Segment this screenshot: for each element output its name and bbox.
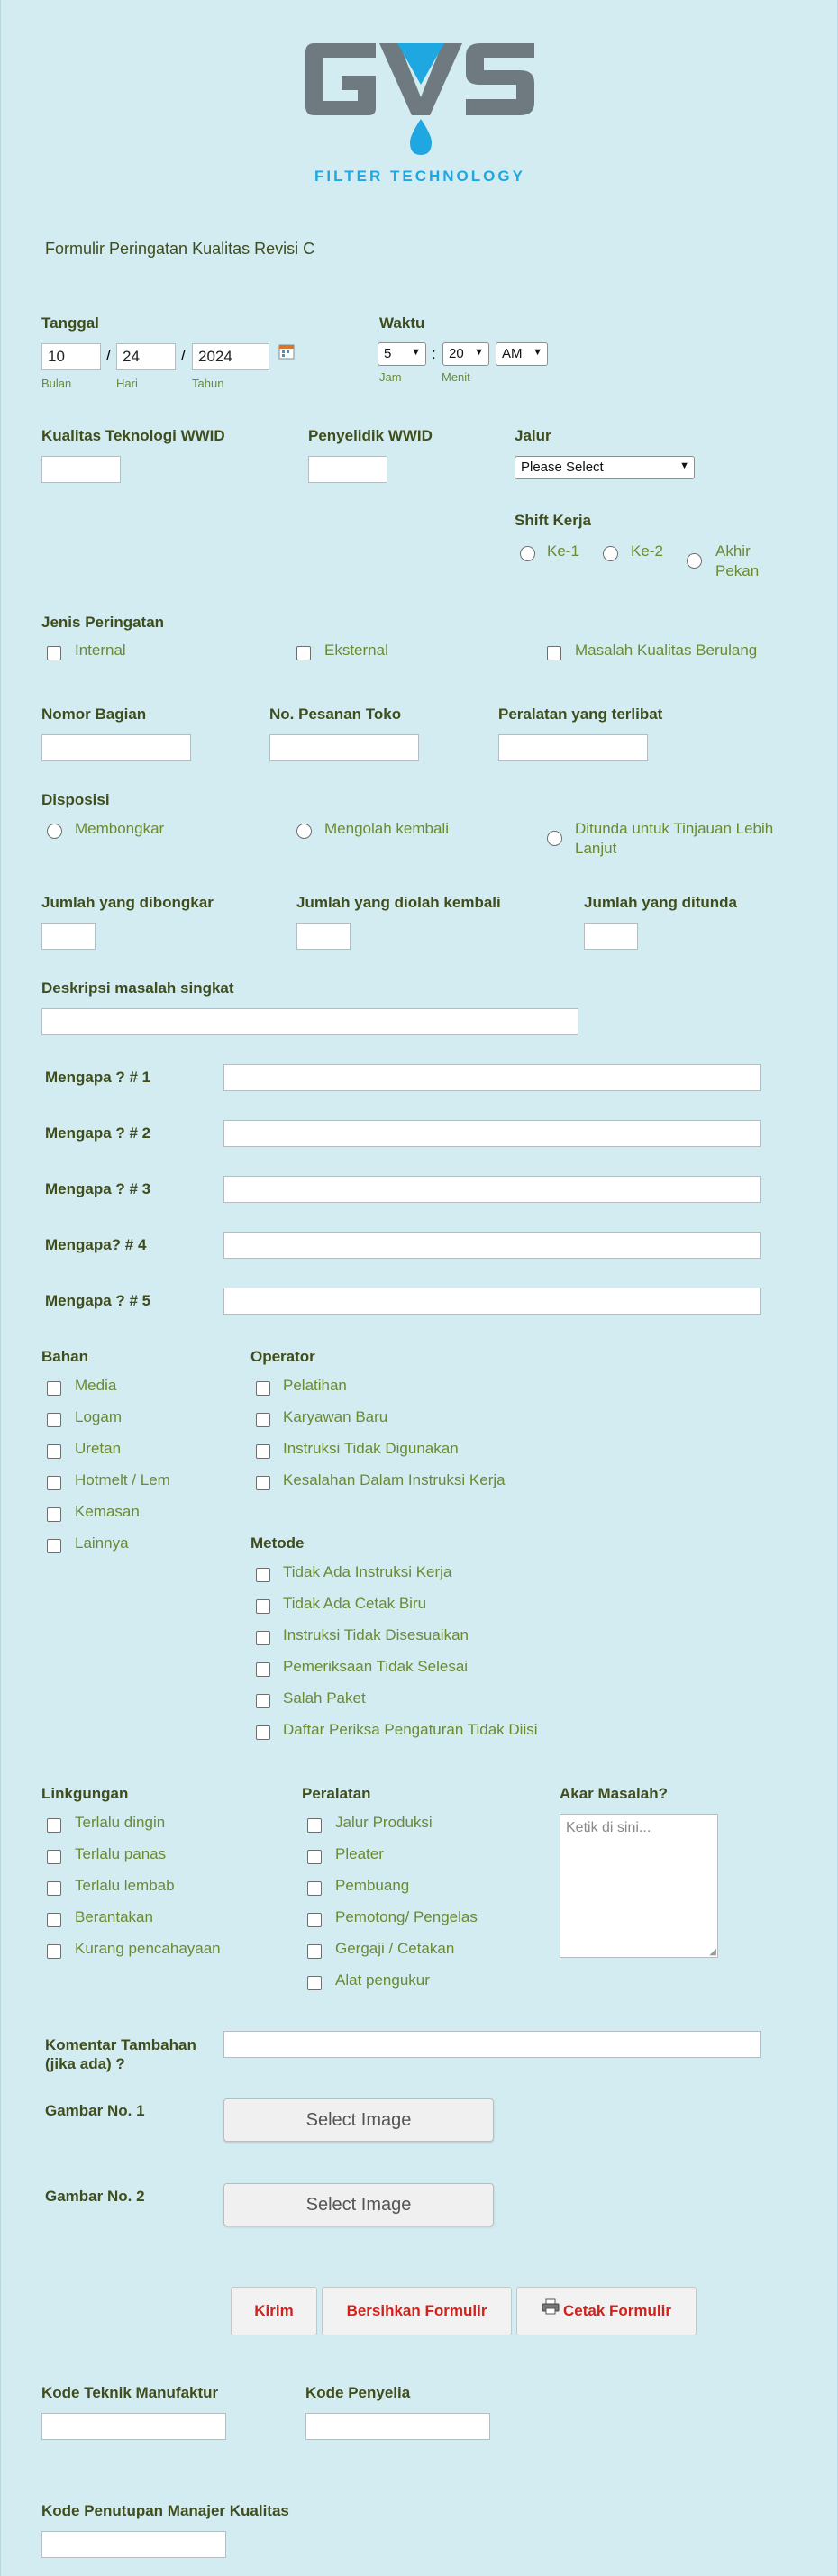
- description-input[interactable]: [41, 1008, 578, 1035]
- environment-option: Terlalu dingin: [75, 1814, 166, 1831]
- equipment-option: Gergaji / Cetakan: [335, 1940, 455, 1957]
- method-checkbox[interactable]: [256, 1694, 270, 1708]
- material-checkbox[interactable]: [47, 1413, 61, 1427]
- time-minute-sub: Menit: [442, 370, 470, 384]
- equipment-involved-label: Peralatan yang terlibat: [498, 705, 663, 723]
- material-label: Bahan: [41, 1348, 88, 1365]
- line-label: Jalur: [515, 427, 551, 444]
- root-cause-textarea[interactable]: [560, 1814, 718, 1958]
- date-separator-1: /: [106, 347, 111, 364]
- why-4-label: Mengapa? # 4: [45, 1236, 147, 1253]
- shift-radio-weekend[interactable]: [687, 553, 702, 569]
- print-form-label: Cetak Formulir: [563, 2302, 671, 2319]
- disposition-scrap-label: Membongkar: [75, 820, 165, 837]
- disposition-rework-label: Mengolah kembali: [324, 820, 449, 837]
- date-label: Tanggal: [41, 314, 99, 332]
- equipment-option: Alat pengukur: [335, 1971, 430, 1989]
- alert-external-label: Eksternal: [324, 642, 388, 659]
- description-label: Deskripsi masalah singkat: [41, 979, 234, 997]
- material-option: Lainnya: [75, 1534, 129, 1552]
- why-5-label: Mengapa ? # 5: [45, 1292, 151, 1309]
- supervisor-code-label: Kode Penyelia: [305, 2384, 411, 2401]
- operator-checkbox[interactable]: [256, 1381, 270, 1396]
- equipment-checkbox[interactable]: [307, 1850, 322, 1864]
- line-value: Please Select: [521, 460, 604, 475]
- logo-tagline: FILTER TECHNOLOGY: [314, 168, 525, 185]
- operator-checkbox[interactable]: [256, 1476, 270, 1490]
- equipment-option: Pemotong/ Pengelas: [335, 1908, 478, 1925]
- why-2-label: Mengapa ? # 2: [45, 1124, 151, 1142]
- qty-reworked-input[interactable]: [296, 923, 351, 950]
- page-title: Formulir Peringatan Kualitas Revisi C: [45, 240, 315, 258]
- select-image-1-button[interactable]: Select Image: [223, 2098, 494, 2142]
- method-checkbox[interactable]: [256, 1662, 270, 1677]
- environment-checkbox[interactable]: [47, 1850, 61, 1864]
- material-checkbox[interactable]: [47, 1507, 61, 1522]
- part-number-label: Nomor Bagian: [41, 705, 147, 723]
- environment-option: Berantakan: [75, 1908, 153, 1925]
- root-cause-label: Akar Masalah?: [560, 1785, 668, 1802]
- hour-value: 5: [384, 346, 392, 361]
- qt-wwid-input[interactable]: [41, 456, 121, 483]
- why-2-input[interactable]: [223, 1120, 761, 1147]
- chevron-down-icon: ▼: [533, 347, 542, 358]
- environment-checkbox[interactable]: [47, 1913, 61, 1927]
- comments-label: Komentar Tambahan (jika ada) ?: [45, 2036, 196, 2072]
- resize-handle-icon[interactable]: ◢: [709, 1947, 716, 1957]
- chevron-down-icon: ▼: [411, 347, 421, 358]
- operator-label: Operator: [250, 1348, 315, 1365]
- why-1-label: Mengapa ? # 1: [45, 1069, 151, 1086]
- calendar-icon[interactable]: [278, 343, 295, 360]
- disposition-radio-scrap[interactable]: [47, 824, 62, 839]
- material-option: Uretan: [75, 1440, 122, 1457]
- mfg-engineering-code-label: Kode Teknik Manufaktur: [41, 2384, 219, 2401]
- time-hour-sub: Jam: [379, 370, 402, 384]
- shift-option-2: Ke-2: [631, 542, 663, 560]
- comments-input[interactable]: [223, 2031, 761, 2058]
- image-1-label: Gambar No. 1: [45, 2102, 145, 2119]
- minute-value: 20: [449, 346, 464, 361]
- disposition-radio-rework[interactable]: [296, 824, 312, 839]
- equipment-option: Jalur Produksi: [335, 1814, 433, 1831]
- equipment-checkbox[interactable]: [307, 1944, 322, 1959]
- ampm-select[interactable]: [496, 342, 548, 366]
- alert-recurring-checkbox[interactable]: [547, 646, 561, 660]
- clear-form-button[interactable]: Bersihkan Formulir: [322, 2287, 512, 2335]
- method-option: Daftar Periksa Pengaturan Tidak Diisi: [283, 1721, 538, 1738]
- hour-select[interactable]: [378, 342, 426, 366]
- qty-reworked-label: Jumlah yang diolah kembali: [296, 894, 501, 911]
- equipment-checkbox[interactable]: [307, 1913, 322, 1927]
- method-checkbox[interactable]: [256, 1599, 270, 1614]
- material-checkbox[interactable]: [47, 1539, 61, 1553]
- equipment-option: Pembuang: [335, 1877, 410, 1894]
- material-option: Hotmelt / Lem: [75, 1471, 170, 1488]
- method-option: Pemeriksaan Tidak Selesai: [283, 1658, 469, 1675]
- material-option: Media: [75, 1377, 117, 1394]
- method-option: Tidak Ada Cetak Biru: [283, 1595, 427, 1612]
- equipment-label: Peralatan: [302, 1785, 371, 1802]
- method-checkbox[interactable]: [256, 1725, 270, 1740]
- time-separator: :: [432, 345, 436, 362]
- qt-wwid-label: Kualitas Teknologi WWID: [41, 427, 225, 444]
- alert-internal-checkbox[interactable]: [47, 646, 61, 660]
- shift-label: Shift Kerja: [515, 512, 592, 529]
- why-3-input[interactable]: [223, 1176, 761, 1203]
- date-month-sub: Bulan: [41, 377, 72, 390]
- equipment-checkbox[interactable]: [307, 1976, 322, 1990]
- print-form-button[interactable]: [516, 2287, 697, 2335]
- equipment-checkbox[interactable]: [307, 1818, 322, 1833]
- environment-checkbox[interactable]: [47, 1818, 61, 1833]
- chevron-down-icon: ▼: [679, 460, 689, 471]
- qty-held-label: Jumlah yang ditunda: [584, 894, 738, 911]
- why-1-input[interactable]: [223, 1064, 761, 1091]
- qty-scrapped-label: Jumlah yang dibongkar: [41, 894, 214, 911]
- company-logo: [304, 40, 536, 193]
- shift-option-3: Akhir Pekan: [715, 542, 760, 579]
- disposition-label: Disposisi: [41, 791, 110, 808]
- alert-external-checkbox[interactable]: [296, 646, 311, 660]
- select-image-2-button[interactable]: Select Image: [223, 2183, 494, 2226]
- operator-checkbox[interactable]: [256, 1444, 270, 1459]
- equipment-option: Pleater: [335, 1845, 384, 1862]
- method-option: Instruksi Tidak Disesuaikan: [283, 1626, 469, 1643]
- minute-select[interactable]: [442, 342, 489, 366]
- environment-label: Linkgungan: [41, 1785, 129, 1802]
- investigator-wwid-input[interactable]: [308, 456, 387, 483]
- supervisor-code-input[interactable]: [305, 2413, 490, 2440]
- chevron-down-icon: ▼: [474, 347, 484, 358]
- time-label: Waktu: [379, 314, 425, 332]
- printer-icon: [542, 2287, 560, 2334]
- date-separator-2: /: [181, 347, 186, 364]
- qty-held-input[interactable]: [584, 923, 638, 950]
- method-option: Tidak Ada Instruksi Kerja: [283, 1563, 452, 1580]
- material-option: Kemasan: [75, 1503, 140, 1520]
- date-year-sub: Tahun: [192, 377, 224, 390]
- material-option: Logam: [75, 1408, 122, 1425]
- shop-order-input[interactable]: [269, 734, 419, 761]
- material-checkbox[interactable]: [47, 1381, 61, 1396]
- alert-internal-label: Internal: [75, 642, 126, 659]
- date-month-input[interactable]: 10: [41, 343, 101, 370]
- disposition-hold-label: Ditunda untuk Tinjauan Lebih Lanjut: [575, 820, 774, 857]
- environment-option: Terlalu panas: [75, 1845, 167, 1862]
- root-cause-placeholder: Ketik di sini...: [566, 1820, 651, 1835]
- method-checkbox[interactable]: [256, 1568, 270, 1582]
- date-day-input[interactable]: 24: [116, 343, 176, 370]
- shift-option-1: Ke-1: [547, 542, 579, 560]
- line-select[interactable]: [515, 456, 695, 479]
- environment-option: Kurang pencahayaan: [75, 1940, 221, 1957]
- shift-radio-2[interactable]: [603, 546, 618, 561]
- why-5-input[interactable]: [223, 1288, 761, 1315]
- mfg-engineering-code-input[interactable]: [41, 2413, 226, 2440]
- method-label: Metode: [250, 1534, 305, 1552]
- part-number-input[interactable]: [41, 734, 191, 761]
- qm-closure-code-input[interactable]: [41, 2531, 226, 2558]
- shop-order-label: No. Pesanan Toko: [269, 705, 402, 723]
- operator-option: Karyawan Baru: [283, 1408, 388, 1425]
- image-2-label: Gambar No. 2: [45, 2188, 145, 2205]
- environment-option: Terlalu lembab: [75, 1877, 175, 1894]
- date-day-sub: Hari: [116, 377, 138, 390]
- investigator-wwid-label: Penyelidik WWID: [308, 427, 433, 444]
- material-checkbox[interactable]: [47, 1476, 61, 1490]
- operator-checkbox[interactable]: [256, 1413, 270, 1427]
- submit-button[interactable]: Kirim: [231, 2287, 317, 2335]
- qm-closure-code-label: Kode Penutupan Manajer Kualitas: [41, 2502, 289, 2519]
- disposition-radio-hold[interactable]: [547, 831, 562, 846]
- method-checkbox[interactable]: [256, 1631, 270, 1645]
- environment-checkbox[interactable]: [47, 1881, 61, 1896]
- environment-checkbox[interactable]: [47, 1944, 61, 1959]
- method-option: Salah Paket: [283, 1689, 366, 1707]
- equipment-checkbox[interactable]: [307, 1881, 322, 1896]
- equipment-involved-input[interactable]: [498, 734, 648, 761]
- date-year-input[interactable]: 2024: [192, 343, 269, 370]
- why-3-label: Mengapa ? # 3: [45, 1180, 151, 1197]
- shift-radio-1[interactable]: [520, 546, 535, 561]
- operator-option: Pelatihan: [283, 1377, 347, 1394]
- alert-type-label: Jenis Peringatan: [41, 614, 165, 631]
- material-checkbox[interactable]: [47, 1444, 61, 1459]
- qty-scrapped-input[interactable]: [41, 923, 96, 950]
- operator-option: Instruksi Tidak Digunakan: [283, 1440, 459, 1457]
- why-4-input[interactable]: [223, 1232, 761, 1259]
- alert-recurring-label: Masalah Kualitas Berulang: [575, 642, 758, 659]
- operator-option: Kesalahan Dalam Instruksi Kerja: [283, 1471, 506, 1488]
- ampm-value: AM: [502, 346, 523, 361]
